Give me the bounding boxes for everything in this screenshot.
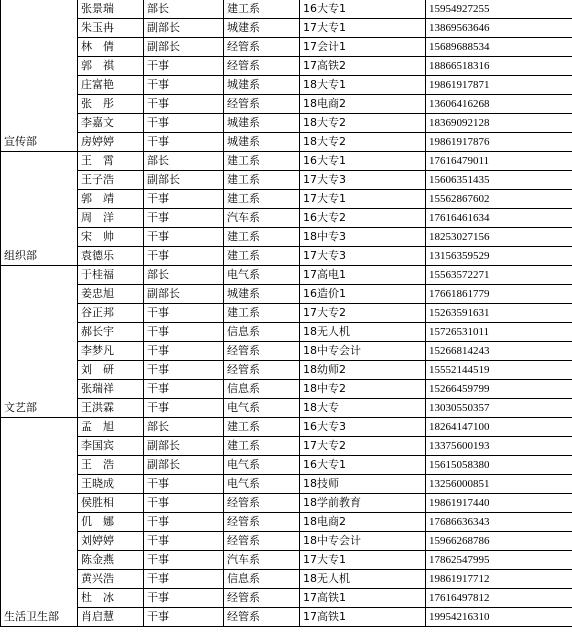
table-row xyxy=(1,38,572,57)
member-faculty-cell: 建工系 xyxy=(224,0,300,19)
table-row xyxy=(1,456,572,475)
department-cell: 生活卫生部 xyxy=(1,418,78,627)
member-class-cell: 18大专2 xyxy=(300,133,426,152)
table-row xyxy=(1,304,572,323)
member-name-cell: 肖启慧 xyxy=(78,608,144,627)
member-name-cell: 王 霄 xyxy=(78,152,144,171)
member-name-cell: 郭 靖 xyxy=(78,190,144,209)
member-faculty-cell: 建工系 xyxy=(224,171,300,190)
member-role-cell: 干事 xyxy=(144,304,224,323)
member-role-cell: 干事 xyxy=(144,551,224,570)
member-phone-cell: 18253027156 xyxy=(426,228,572,247)
member-faculty-cell: 城建系 xyxy=(224,133,300,152)
member-name-cell: 姜忠旭 xyxy=(78,285,144,304)
member-faculty-cell: 经管系 xyxy=(224,589,300,608)
table-row xyxy=(1,475,572,494)
member-name-cell: 张 彤 xyxy=(78,95,144,114)
table-row xyxy=(1,114,572,133)
member-role-cell: 干事 xyxy=(144,608,224,627)
table-row xyxy=(1,95,572,114)
table-row xyxy=(1,190,572,209)
member-faculty-cell: 建工系 xyxy=(224,304,300,323)
member-role-cell: 干事 xyxy=(144,589,224,608)
member-role-cell: 部长 xyxy=(144,266,224,285)
member-name-cell: 侯胜相 xyxy=(78,494,144,513)
member-name-cell: 陈金燕 xyxy=(78,551,144,570)
table-row xyxy=(1,589,572,608)
member-name-cell: 王洪霖 xyxy=(78,399,144,418)
member-phone-cell: 17616479011 xyxy=(426,152,572,171)
member-phone-cell: 15615058380 xyxy=(426,456,572,475)
member-class-cell: 16大专1 xyxy=(300,0,426,19)
table-row xyxy=(1,285,572,304)
member-faculty-cell: 信息系 xyxy=(224,380,300,399)
member-role-cell: 干事 xyxy=(144,228,224,247)
table-row xyxy=(1,0,572,19)
member-class-cell: 18大专2 xyxy=(300,114,426,133)
member-faculty-cell: 经管系 xyxy=(224,494,300,513)
member-name-cell: 张景瑞 xyxy=(78,0,144,19)
member-class-cell: 17大专2 xyxy=(300,304,426,323)
member-phone-cell: 15263591631 xyxy=(426,304,572,323)
table-row xyxy=(1,19,572,38)
member-class-cell: 17大专3 xyxy=(300,247,426,266)
member-phone-cell: 13869563646 xyxy=(426,19,572,38)
member-role-cell: 副部长 xyxy=(144,19,224,38)
member-phone-cell: 15266814243 xyxy=(426,342,572,361)
member-role-cell: 干事 xyxy=(144,361,224,380)
member-role-cell: 部长 xyxy=(144,152,224,171)
member-phone-cell: 13606416268 xyxy=(426,95,572,114)
member-name-cell: 房婷婷 xyxy=(78,133,144,152)
member-faculty-cell: 经管系 xyxy=(224,38,300,57)
member-name-cell: 杜 冰 xyxy=(78,589,144,608)
member-class-cell: 16大专2 xyxy=(300,209,426,228)
member-role-cell: 干事 xyxy=(144,95,224,114)
member-role-cell: 副部长 xyxy=(144,38,224,57)
member-faculty-cell: 经管系 xyxy=(224,342,300,361)
member-faculty-cell: 经管系 xyxy=(224,57,300,76)
table-row xyxy=(1,342,572,361)
member-faculty-cell: 信息系 xyxy=(224,570,300,589)
member-role-cell: 副部长 xyxy=(144,456,224,475)
member-phone-cell: 15552144519 xyxy=(426,361,572,380)
table-row xyxy=(1,133,572,152)
member-class-cell: 18学前教育 xyxy=(300,494,426,513)
member-faculty-cell: 信息系 xyxy=(224,323,300,342)
member-class-cell: 17高铁1 xyxy=(300,608,426,627)
member-name-cell: 谷正邦 xyxy=(78,304,144,323)
member-class-cell: 17高铁2 xyxy=(300,57,426,76)
member-faculty-cell: 电气系 xyxy=(224,456,300,475)
table-row xyxy=(1,361,572,380)
table-row xyxy=(1,247,572,266)
member-class-cell: 18中专2 xyxy=(300,380,426,399)
member-name-cell: 朱玉冉 xyxy=(78,19,144,38)
member-role-cell: 干事 xyxy=(144,57,224,76)
member-name-cell: 宋 帅 xyxy=(78,228,144,247)
member-role-cell: 副部长 xyxy=(144,285,224,304)
member-name-cell: 周 洋 xyxy=(78,209,144,228)
member-faculty-cell: 汽车系 xyxy=(224,209,300,228)
member-phone-cell: 15562867602 xyxy=(426,190,572,209)
member-phone-cell: 19861917871 xyxy=(426,76,572,95)
member-role-cell: 干事 xyxy=(144,380,224,399)
member-faculty-cell: 电气系 xyxy=(224,399,300,418)
member-name-cell: 于桂福 xyxy=(78,266,144,285)
member-phone-cell: 15726531011 xyxy=(426,323,572,342)
member-class-cell: 17大专2 xyxy=(300,437,426,456)
table-row xyxy=(1,380,572,399)
member-name-cell: 王晓成 xyxy=(78,475,144,494)
member-phone-cell: 13030550357 xyxy=(426,399,572,418)
table-row xyxy=(1,152,572,171)
member-phone-cell: 18264147100 xyxy=(426,418,572,437)
member-role-cell: 干事 xyxy=(144,323,224,342)
member-phone-cell: 13156359529 xyxy=(426,247,572,266)
member-role-cell: 干事 xyxy=(144,513,224,532)
member-role-cell: 干事 xyxy=(144,399,224,418)
member-class-cell: 17大专1 xyxy=(300,190,426,209)
member-faculty-cell: 经管系 xyxy=(224,361,300,380)
member-role-cell: 部长 xyxy=(144,0,224,19)
table-row xyxy=(1,494,572,513)
member-phone-cell: 19861917712 xyxy=(426,570,572,589)
member-name-cell: 李国宾 xyxy=(78,437,144,456)
roster-body xyxy=(1,0,572,627)
member-class-cell: 18电商2 xyxy=(300,513,426,532)
table-row xyxy=(1,418,572,437)
member-name-cell: 张瑞祥 xyxy=(78,380,144,399)
member-phone-cell: 15266459799 xyxy=(426,380,572,399)
department-cell: 文艺部 xyxy=(1,266,78,418)
member-role-cell: 部长 xyxy=(144,418,224,437)
member-faculty-cell: 建工系 xyxy=(224,437,300,456)
table-row xyxy=(1,608,572,627)
member-class-cell: 17高电1 xyxy=(300,266,426,285)
member-phone-cell: 17616461634 xyxy=(426,209,572,228)
member-phone-cell: 15606351435 xyxy=(426,171,572,190)
member-phone-cell: 17616497812 xyxy=(426,589,572,608)
member-name-cell: 刘 研 xyxy=(78,361,144,380)
member-phone-cell: 15954927255 xyxy=(426,0,572,19)
member-faculty-cell: 城建系 xyxy=(224,114,300,133)
member-class-cell: 18技师 xyxy=(300,475,426,494)
member-faculty-cell: 城建系 xyxy=(224,285,300,304)
member-class-cell: 17大专3 xyxy=(300,171,426,190)
member-role-cell: 干事 xyxy=(144,494,224,513)
member-role-cell: 干事 xyxy=(144,76,224,95)
member-class-cell: 18无人机 xyxy=(300,323,426,342)
table-row xyxy=(1,57,572,76)
member-class-cell: 18大专1 xyxy=(300,76,426,95)
member-phone-cell: 17661861779 xyxy=(426,285,572,304)
member-class-cell: 18电商2 xyxy=(300,95,426,114)
member-phone-cell: 15966268786 xyxy=(426,532,572,551)
table-row xyxy=(1,513,572,532)
member-class-cell: 18无人机 xyxy=(300,570,426,589)
member-faculty-cell: 电气系 xyxy=(224,475,300,494)
table-row xyxy=(1,209,572,228)
member-name-cell: 王子浩 xyxy=(78,171,144,190)
member-role-cell: 干事 xyxy=(144,190,224,209)
member-name-cell: 王 浩 xyxy=(78,456,144,475)
member-faculty-cell: 经管系 xyxy=(224,513,300,532)
member-class-cell: 16大专1 xyxy=(300,456,426,475)
member-name-cell: 黄兴浩 xyxy=(78,570,144,589)
member-role-cell: 副部长 xyxy=(144,171,224,190)
member-class-cell: 17高铁1 xyxy=(300,589,426,608)
member-class-cell: 16造价1 xyxy=(300,285,426,304)
member-class-cell: 16大专3 xyxy=(300,418,426,437)
member-name-cell: 袁德乐 xyxy=(78,247,144,266)
member-faculty-cell: 建工系 xyxy=(224,152,300,171)
member-role-cell: 副部长 xyxy=(144,437,224,456)
table-row xyxy=(1,228,572,247)
member-class-cell: 18大专 xyxy=(300,399,426,418)
member-role-cell: 干事 xyxy=(144,475,224,494)
member-name-cell: 仉 娜 xyxy=(78,513,144,532)
member-class-cell: 18幼师2 xyxy=(300,361,426,380)
member-phone-cell: 19861917876 xyxy=(426,133,572,152)
table-row xyxy=(1,437,572,456)
member-faculty-cell: 经管系 xyxy=(224,608,300,627)
table-row xyxy=(1,323,572,342)
member-faculty-cell: 建工系 xyxy=(224,247,300,266)
member-name-cell: 庄富艳 xyxy=(78,76,144,95)
member-class-cell: 18中专3 xyxy=(300,228,426,247)
member-phone-cell: 15563572271 xyxy=(426,266,572,285)
member-role-cell: 干事 xyxy=(144,570,224,589)
member-phone-cell: 17862547995 xyxy=(426,551,572,570)
member-faculty-cell: 经管系 xyxy=(224,532,300,551)
member-name-cell: 郭 祺 xyxy=(78,57,144,76)
member-phone-cell: 18866518316 xyxy=(426,57,572,76)
member-role-cell: 干事 xyxy=(144,532,224,551)
member-phone-cell: 17686636343 xyxy=(426,513,572,532)
member-class-cell: 17大专1 xyxy=(300,551,426,570)
member-role-cell: 干事 xyxy=(144,342,224,361)
department-cell: 宣传部 xyxy=(1,0,78,152)
member-class-cell: 18中专会计 xyxy=(300,342,426,361)
department-cell: 组织部 xyxy=(1,152,78,266)
member-name-cell: 李梦凡 xyxy=(78,342,144,361)
member-phone-cell: 15689688534 xyxy=(426,38,572,57)
member-faculty-cell: 建工系 xyxy=(224,228,300,247)
table-row xyxy=(1,399,572,418)
member-role-cell: 干事 xyxy=(144,133,224,152)
member-faculty-cell: 建工系 xyxy=(224,418,300,437)
member-faculty-cell: 城建系 xyxy=(224,19,300,38)
member-class-cell: 17会计1 xyxy=(300,38,426,57)
member-phone-cell: 19954216310 xyxy=(426,608,572,627)
member-class-cell: 17大专1 xyxy=(300,19,426,38)
member-phone-cell: 13375600193 xyxy=(426,437,572,456)
member-phone-cell: 13256000851 xyxy=(426,475,572,494)
member-role-cell: 干事 xyxy=(144,114,224,133)
table-row xyxy=(1,532,572,551)
member-faculty-cell: 经管系 xyxy=(224,95,300,114)
table-row xyxy=(1,551,572,570)
member-class-cell: 18中专会计 xyxy=(300,532,426,551)
member-faculty-cell: 城建系 xyxy=(224,76,300,95)
member-role-cell: 干事 xyxy=(144,247,224,266)
member-faculty-cell: 电气系 xyxy=(224,266,300,285)
table-row xyxy=(1,76,572,95)
member-name-cell: 林 倩 xyxy=(78,38,144,57)
member-phone-cell: 19861917440 xyxy=(426,494,572,513)
member-name-cell: 刘婷婷 xyxy=(78,532,144,551)
member-name-cell: 郝长宇 xyxy=(78,323,144,342)
member-faculty-cell: 建工系 xyxy=(224,190,300,209)
member-name-cell: 李嘉文 xyxy=(78,114,144,133)
member-faculty-cell: 汽车系 xyxy=(224,551,300,570)
member-name-cell: 孟 旭 xyxy=(78,418,144,437)
member-phone-cell: 18369092128 xyxy=(426,114,572,133)
table-row xyxy=(1,171,572,190)
table-row xyxy=(1,570,572,589)
member-role-cell: 干事 xyxy=(144,209,224,228)
member-class-cell: 16大专1 xyxy=(300,152,426,171)
table-row xyxy=(1,266,572,285)
